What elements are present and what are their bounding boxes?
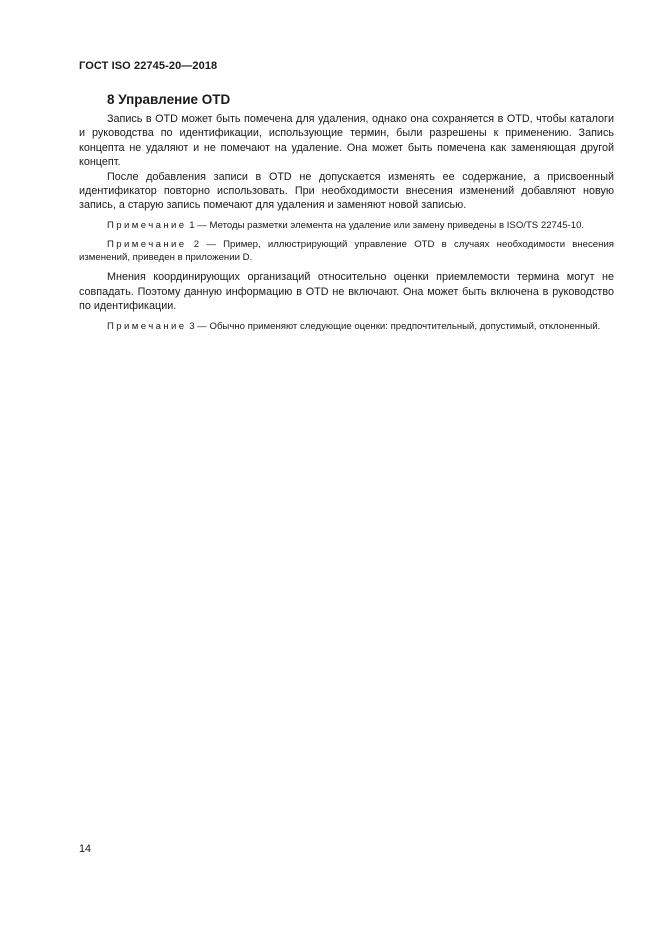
paragraph-3: Мнения координирующих организаций относительно оценки приемлемости термина могут не совпадать. Поэтому данную информацию в OTD не включают. Она может быть включена в руководство по идентификации. bbox=[79, 271, 614, 313]
paragraph-2: После добавления записи в OTD не допускается изменять ее содержание, а присвоенный идентификатор повторно использовать. При необходимости внесения изменений добавляют новую запись, а старую запись помечают для удаления и заменяют новой записью. bbox=[79, 170, 614, 212]
note-text: — Методы разметки элемента на удаление или замену приведены в ISO/TS 22745-10. bbox=[197, 219, 585, 231]
note-number: 2 bbox=[193, 239, 200, 251]
page-number: 14 bbox=[79, 843, 92, 855]
note-label: Примечание bbox=[107, 219, 187, 231]
section-title: 8 Управление OTD bbox=[107, 92, 231, 107]
note-label: Примечание bbox=[107, 239, 187, 251]
note-2 bbox=[79, 238, 614, 264]
note-label: Примечание bbox=[107, 320, 187, 332]
note-number: 1 bbox=[189, 219, 195, 231]
note-text: — Обычно применяют следующие оценки: предпочтительный, допустимый, отклоненный. bbox=[197, 320, 601, 332]
document-header: ГОСТ ISO 22745-20—2018 bbox=[79, 60, 218, 72]
section-body bbox=[79, 112, 614, 333]
note-1 bbox=[79, 219, 614, 232]
paragraph-1: Запись в OTD может быть помечена для удаления, однако она сохраняется в OTD, чтобы каталоги и руководства по идентификации, использующие термин, были разрешены к применению. Запись концепта не удаляют и не помечают на удаление. Она может быть помечена как заменяющая другой концепт. bbox=[79, 113, 614, 169]
note-3 bbox=[79, 320, 614, 333]
note-text: — Пример, иллюстрирующий управление OTD в случаях необходимости внесения изменений, приведен в приложении D. bbox=[79, 239, 614, 264]
note-number: 3 bbox=[189, 320, 195, 332]
